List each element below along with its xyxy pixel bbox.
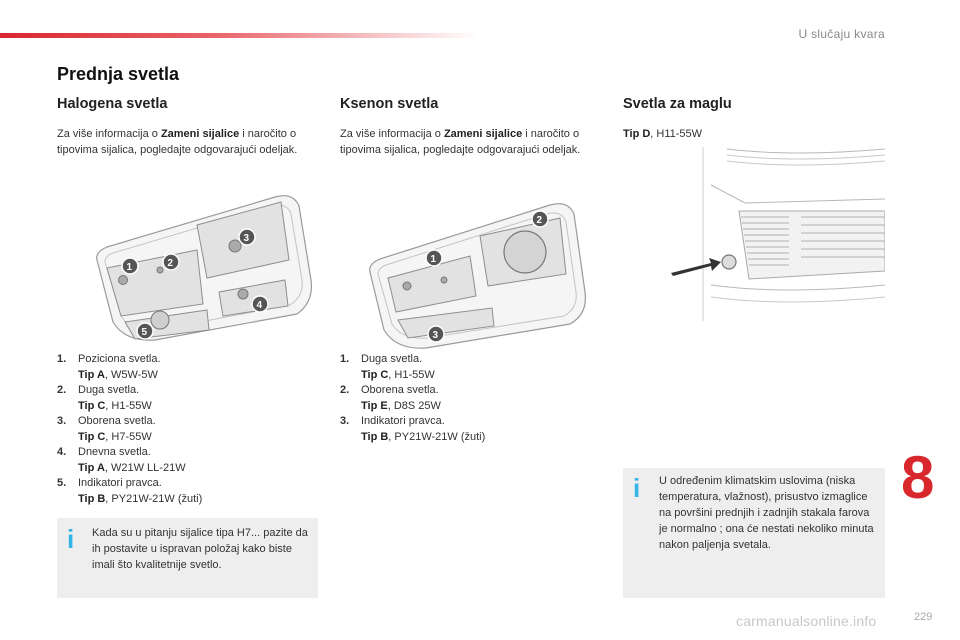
svg-text:3: 3 (243, 233, 250, 244)
halogen-headlamp-illustration (85, 192, 317, 342)
halogen-column (57, 96, 319, 158)
halogen-intro-link: Zameni sijalice (160, 128, 240, 140)
xenon-heading: Ksenon svetla (340, 96, 439, 112)
list-item: 3. Oborena svetla. Tip C, H7-55W (57, 415, 156, 443)
halogen-heading: Halogena svetla (57, 96, 168, 112)
xenon-headlamp-illustration (360, 200, 590, 350)
fog-info-box (623, 468, 885, 598)
header-accent-bar (0, 33, 480, 38)
halogen-callout-1 (122, 258, 138, 274)
xenon-intro-pre: Za više informacija o (340, 128, 444, 140)
svg-text:1: 1 (430, 254, 437, 265)
list-item: 5. Indikatori pravca. Tip B, PY21W-21W (žuti) (57, 477, 203, 505)
fog-lamp-illustration (665, 145, 885, 323)
svg-text:4: 4 (256, 300, 263, 311)
halogen-intro-pre: Za više informacija o (57, 128, 161, 140)
info-icon: i (67, 524, 75, 554)
list-item: 1. Poziciona svetla. Tip A, W5W-5W (57, 353, 161, 381)
halogen-callout-3 (239, 229, 255, 245)
xenon-intro-link: Zameni sijalice (443, 128, 523, 140)
list-item: 2. Oborena svetla. Tip E, D8S 25W (340, 384, 441, 412)
halogen-callout-2 (163, 254, 179, 270)
halogen-intro-post: i naročito o tipovima sijalica, pogledajte odgovarajući odeljak. (57, 128, 298, 156)
section-title: U slučaju kvara (798, 27, 885, 41)
info-icon: i (633, 473, 641, 503)
svg-text:2: 2 (536, 215, 543, 226)
halogen-intro (57, 126, 319, 158)
halogen-info-text: Kada su u pitanju sijalice tipa H7... pazite da ih postavite u ispravan položaj kako biste imali što kvalitetnije svetlo. (92, 527, 308, 571)
list-item: 1. Duga svetla. Tip C, H1-55W (340, 353, 435, 381)
xenon-column (340, 96, 602, 158)
svg-text:3: 3 (432, 330, 439, 341)
watermark: carmanualsonline.info (736, 613, 877, 629)
fog-info-text: U određenim klimatskim uslovima (niska temperatura, vlažnost), prisustvo izmaglice na površini prednjih i zadnjih stakala farova je normalno ; ona će nestati nekoliko minuta nakon paljenja svetala. (659, 475, 874, 551)
xenon-intro-post: i naročito o tipovima sijalica, pogledajte odgovarajući odeljak. (340, 128, 581, 156)
svg-text:5: 5 (141, 327, 148, 338)
fog-heading: Svetla za maglu (623, 96, 732, 112)
chapter-number: 8 (901, 444, 935, 511)
fog-column (623, 96, 885, 142)
halogen-callout-4 (252, 296, 268, 312)
list-item: 4. Dnevna svetla. Tip A, W21W LL-21W (57, 446, 186, 474)
page-title: Prednja svetla (57, 64, 180, 84)
halogen-bulb-list (57, 352, 319, 507)
list-item: 2. Duga svetla. Tip C, H1-55W (57, 384, 152, 412)
xenon-bulb-list (340, 352, 602, 445)
svg-text:1: 1 (126, 262, 133, 273)
list-item: 3. Indikatori pravca. Tip B, PY21W-21W (žuti) (340, 415, 486, 443)
fog-bulb-type: Tip D, H11-55W (623, 128, 703, 140)
svg-text:2: 2 (167, 258, 174, 269)
page-number: 229 (914, 611, 933, 623)
xenon-callout-1 (426, 250, 442, 266)
xenon-callout-3 (428, 326, 444, 342)
xenon-callout-2 (532, 211, 548, 227)
halogen-callout-5 (137, 323, 153, 339)
halogen-info-box (57, 518, 318, 598)
xenon-intro (340, 126, 602, 158)
